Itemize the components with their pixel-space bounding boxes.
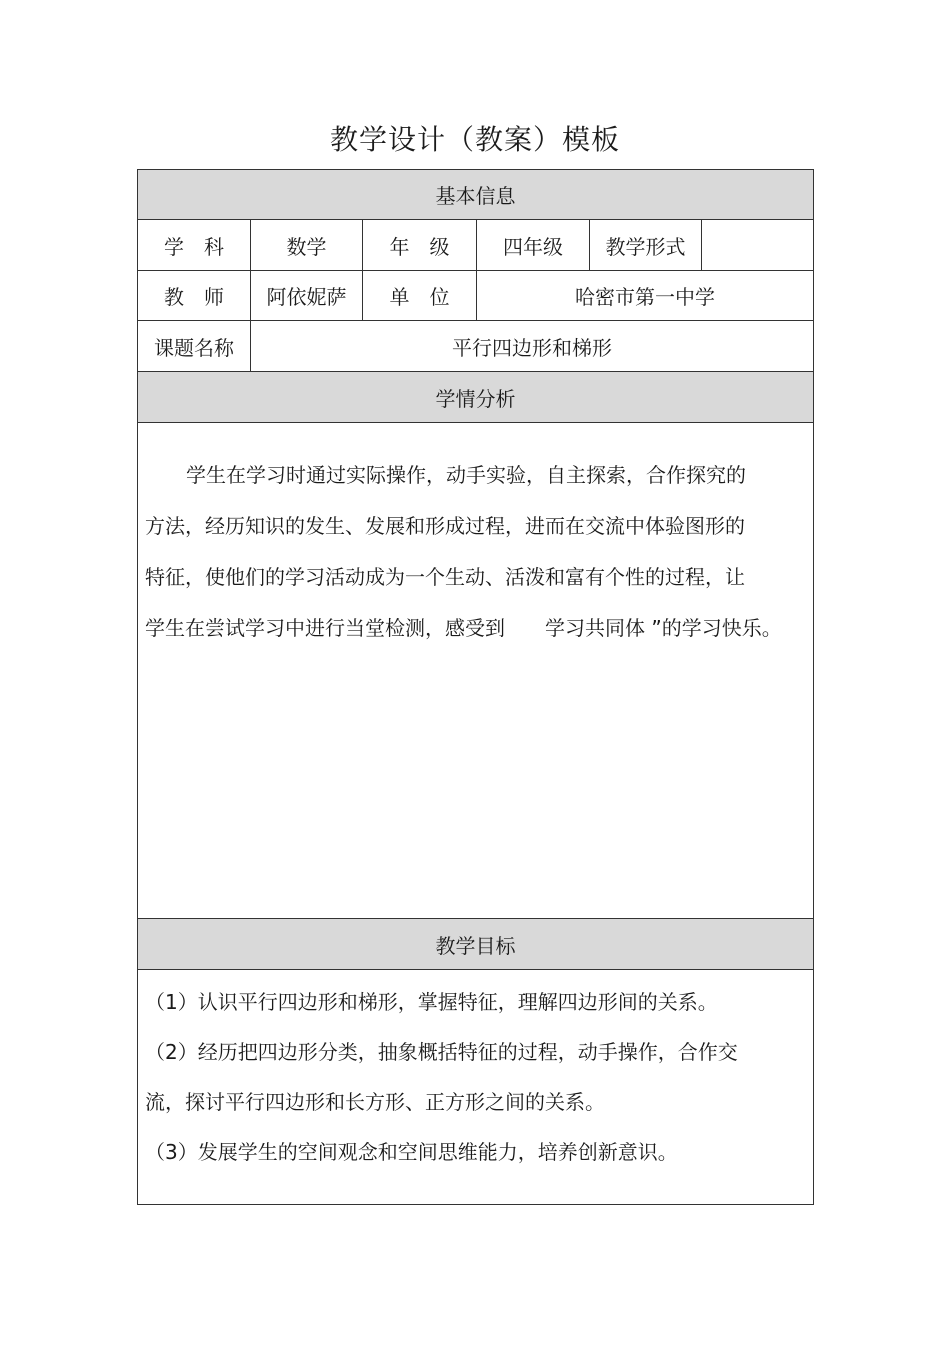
basic-info-header: 基本信息 — [435, 184, 516, 208]
unit-value: 哈密市第一中学 — [575, 285, 715, 309]
analysis-header: 学情分析 — [435, 386, 516, 411]
objectives-header-row — [138, 919, 813, 970]
subject-grade-row — [138, 220, 813, 271]
analysis-line: 学生在尝试学习中进行当堂检测，感受到 学习共同体 ”的学习快乐。 — [145, 616, 782, 640]
analysis-line: 特征，使他们的学习活动成为一个生动、活泼和富有个性的过程，让 — [145, 565, 745, 589]
unit-label: 单 位 — [389, 285, 450, 309]
subject-label: 学 科 — [164, 234, 224, 259]
topic-label: 课题名称 — [154, 335, 234, 360]
analysis-header-row — [138, 372, 813, 423]
objectives-header: 教学目标 — [435, 933, 516, 958]
teacher-label: 教 师 — [164, 285, 224, 309]
objectives-body — [138, 970, 813, 1204]
basic-info-header-row — [138, 170, 813, 220]
analysis-line: 学生在学习时通过实际操作，动手实验，自主探索，合作探究的 — [186, 463, 746, 487]
analysis-body — [138, 423, 813, 919]
topic-value: 平行四边形和梯形 — [452, 335, 612, 360]
grade-value: 四年级 — [503, 234, 563, 259]
objective-line: 流，探讨平行四边形和长方形、正方形之间的关系。 — [145, 1090, 605, 1114]
grade-label: 年 级 — [389, 234, 450, 259]
topic-row — [138, 321, 813, 372]
teacher-value: 阿依妮萨 — [266, 285, 347, 309]
form-value — [702, 220, 813, 270]
document-title: 教学设计（教案）模板 — [329, 123, 620, 156]
form-label: 教学形式 — [605, 234, 686, 259]
analysis-line: 方法，经历知识的发生、发展和形成过程，进而在交流中体验图形的 — [145, 514, 745, 538]
teacher-unit-row — [138, 271, 813, 321]
lesson-plan-table — [137, 169, 814, 1205]
objective-line: （3）发展学生的空间观念和空间思维能力，培养创新意识。 — [145, 1140, 678, 1164]
objective-line: （1）认识平行四边形和梯形，掌握特征，理解四边形间的关系。 — [145, 990, 718, 1014]
objective-line: （2）经历把四边形分类，抽象概括特征的过程，动手操作，合作交 — [145, 1040, 738, 1064]
subject-value: 数学 — [286, 234, 327, 259]
